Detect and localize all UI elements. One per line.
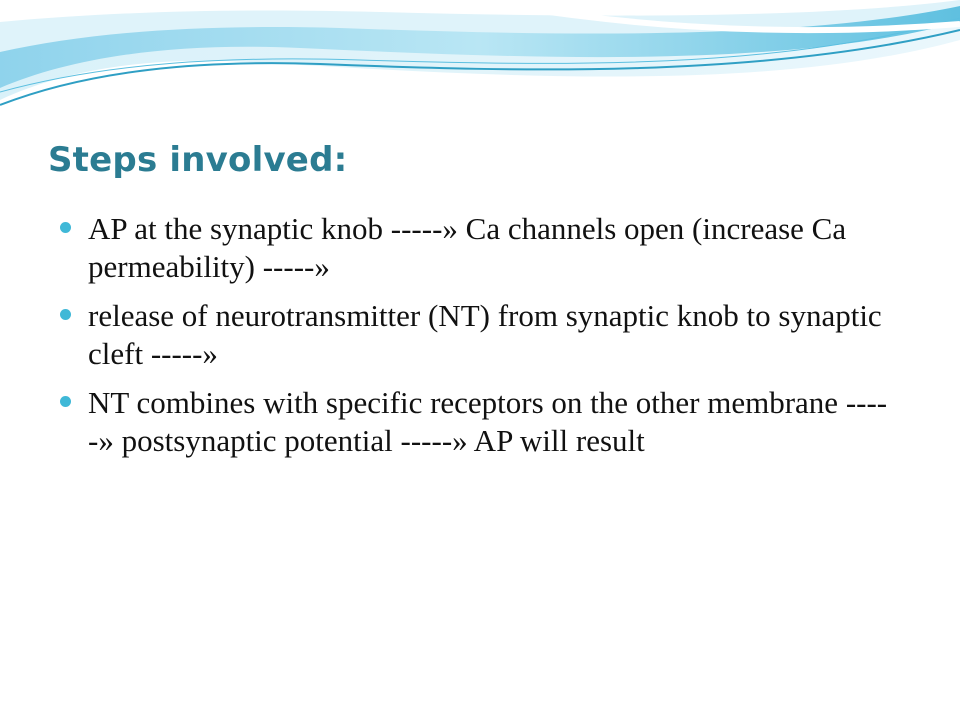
bullet-text: NT combines with specific receptors on the other membrane -----» postsynaptic potential -----» AP will result: [88, 385, 888, 458]
list-item: [60, 297, 910, 373]
bullet-dot-icon: [60, 222, 71, 233]
bullet-list: [60, 210, 910, 471]
slide-title: Steps involved:: [48, 140, 348, 180]
bullet-dot-icon: [60, 396, 71, 407]
bullet-text: release of neurotransmitter (NT) from synaptic knob to synaptic cleft -----»: [88, 298, 882, 371]
list-item: [60, 384, 910, 460]
bullet-dot-icon: [60, 309, 71, 320]
bullet-text: AP at the synaptic knob -----» Ca channels open (increase Ca permeability) -----»: [88, 211, 847, 284]
list-item: [60, 210, 910, 286]
header-wave-decoration: [0, 0, 960, 130]
